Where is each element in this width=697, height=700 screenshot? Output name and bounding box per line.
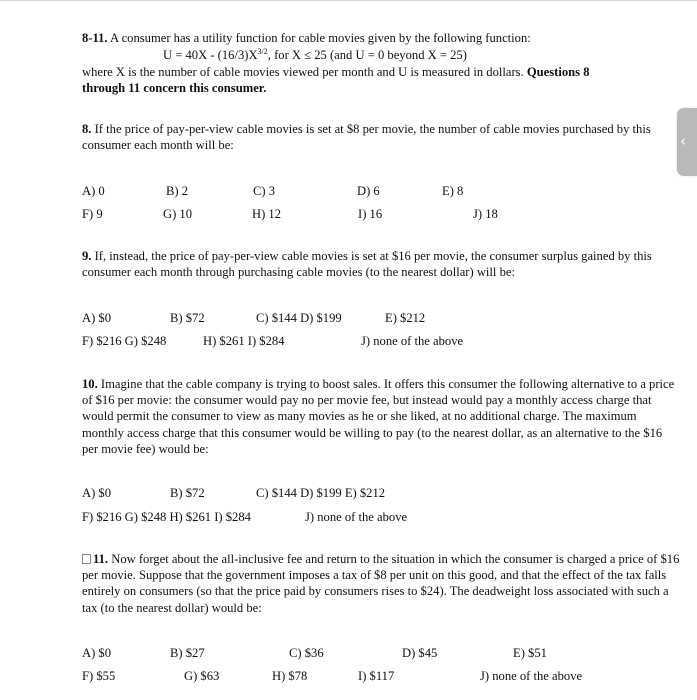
intro-bold-note: Questions 8 — [526, 65, 590, 79]
q9-option-b: B) $72 — [170, 311, 205, 325]
formula-main: U = 40X - (16/3)X — [163, 48, 258, 62]
top-divider — [0, 0, 697, 1]
q10-option-b: B) $72 — [170, 486, 205, 500]
intro-line-3 — [82, 65, 590, 80]
q11-option-e: E) $51 — [513, 646, 547, 660]
q10-option-c-d-e: C) $144 D) $199 E) $212 — [256, 486, 386, 500]
question-11 — [82, 551, 680, 616]
question-10 — [82, 376, 680, 457]
question-11-number: 11. — [93, 552, 109, 566]
question-10-text: Imagine that the cable company is trying to boost sales. It offers this consumer the following alternative to a price of $16 per movie: the consumer would pay no per movie fee, but instead would pay a monthly access charge that would permit the consumer to view as many movies as he or she liked, at no additional charge. The maximum monthly access charge that this consumer would be willing to pay (to the nearest dollar, as an alternative to the $16 per movie fee) would be: — [82, 377, 675, 456]
q11-option-c: C) $36 — [289, 646, 324, 660]
intro-number: 8-11. — [82, 31, 108, 45]
q9-option-j: J) none of the above — [361, 334, 464, 348]
q9-option-e: E) $212 — [385, 311, 426, 325]
intro-line-1 — [82, 31, 531, 46]
intro-definition: where X is the number of cable movies viewed per month and U is measured in dollars. — [82, 65, 524, 79]
intro-text: A consumer has a utility function for cable movies given by the following function: — [110, 31, 531, 45]
q8-option-b: B) 2 — [166, 184, 189, 198]
q8-option-e: E) 8 — [442, 184, 464, 198]
intro-line-4: through 11 concern this consumer. — [82, 81, 267, 95]
q8-option-j: J) 18 — [473, 207, 498, 221]
q11-option-d: D) $45 — [402, 646, 438, 660]
q8-option-c: C) 3 — [253, 184, 276, 198]
question-8-text: If the price of pay-per-view cable movies is set at $8 per movie, the number of cable movies purchased by this consumer each month will be: — [82, 122, 651, 153]
question-9-number: 9. — [82, 249, 92, 263]
question-8-number: 8. — [82, 122, 92, 136]
question-8 — [82, 121, 682, 153]
question-9-text: If, instead, the price of pay-per-view cable movies is set at $16 per movie, the consumer surplus gained by this consumer each month through purchasing cable movies (to the nearest dollar) will be: — [82, 249, 652, 280]
q8-option-d: D) 6 — [357, 184, 380, 198]
question-9 — [82, 248, 682, 280]
q11-option-j: J) none of the above — [480, 669, 583, 683]
q8-option-g: G) 10 — [163, 207, 193, 221]
question-10-number: 10. — [82, 377, 98, 391]
checkbox-icon — [82, 554, 91, 564]
q10-option-j: J) none of the above — [305, 510, 408, 524]
formula-condition: , for X ≤ 25 (and U = 0 beyond X = 25) — [267, 48, 467, 62]
question-11-text: Now forget about the all-inclusive fee and return to the situation in which the consumer is charged a price of $16 per movie. Suppose that the government imposes a tax of $8 per unit on this good, and that the effect of the tax falls entirely on consumers (so that the price paid by consumers rises to $24). The deadweight loss associated with such a tax (to the nearest dollar) would be: — [82, 552, 680, 615]
q11-option-g: G) $63 — [184, 669, 220, 683]
side-collapse-tab[interactable] — [677, 108, 697, 176]
q10-option-f-g-h-i: F) $216 G) $248 H) $261 I) $284 — [82, 510, 251, 524]
formula-exponent: 3/2 — [257, 47, 268, 56]
q9-option-a: A) $0 — [82, 311, 112, 325]
utility-formula — [163, 48, 467, 63]
q8-option-a: A) 0 — [82, 184, 105, 198]
q8-option-f: F) 9 — [82, 207, 103, 221]
q8-option-h: H) 12 — [252, 207, 282, 221]
q11-option-a: A) $0 — [82, 646, 112, 660]
q10-option-a: A) $0 — [82, 486, 112, 500]
q9-option-f-g: F) $216 G) $248 — [82, 334, 167, 348]
q11-option-b: B) $27 — [170, 646, 205, 660]
q8-option-i: I) 16 — [358, 207, 383, 221]
q9-option-h-i: H) $261 I) $284 — [203, 334, 285, 348]
q9-option-c-d: C) $144 D) $199 — [256, 311, 342, 325]
chevron-left-icon: ‹ — [680, 132, 686, 150]
q11-option-h: H) $78 — [272, 669, 308, 683]
q11-option-i: I) $117 — [358, 669, 395, 683]
q11-option-f: F) $55 — [82, 669, 116, 683]
